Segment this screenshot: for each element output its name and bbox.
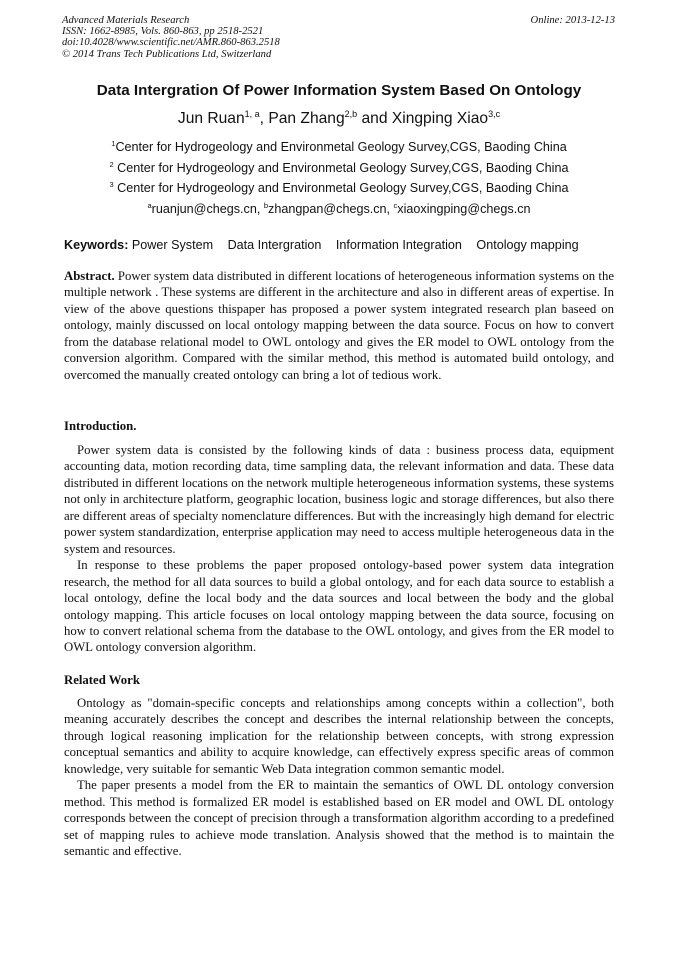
paragraph: The paper presents a model from the ER to maintain the semantics of OWL DL ontology conversion method. This method is formalized ER model is established based on ER model and OWL DL ontology corresponds between the concept of precision through a transformation algorithm according to a predefined set of mapping rules to achieve mode translation. Analysis showed that the method is to maintain the semantic and effective. — [64, 778, 614, 859]
email-marker: b — [263, 200, 269, 210]
affiliation-line — [0, 137, 678, 158]
author-affil-marker: 2,b — [344, 109, 358, 119]
affiliation-marker: 1 — [111, 139, 116, 148]
email-marker: a — [147, 200, 152, 210]
paragraph: Ontology as "domain-specific concepts and relationships among concepts within a collection", both meaning accurately describes the concept and describes the internal relationship between the concepts, through logical reasoning implication for the relationship between concepts, with strong expression conceptual semantics and ability to acquire knowledge, can effectively express specific areas of common knowledge, very suitable for semantic Web Data integration common semantic model. — [64, 696, 614, 776]
abstract-label: Abstract. — [64, 269, 115, 283]
copyright-line: © 2014 Trans Tech Publications Ltd, Switzerland — [62, 48, 272, 60]
online-date: Online: 2013-12-13 — [530, 15, 615, 26]
email-link[interactable]: zhangpan@chegs.cn, — [268, 201, 394, 216]
affiliation-text: Center for Hydrogeology and Environmetal Geology Survey,CGS, Baoding China — [113, 160, 569, 175]
author-name: Xingping Xiao — [391, 110, 489, 127]
affiliations — [0, 137, 678, 219]
affiliation-text: Center for Hydrogeology and Environmetal Geology Survey,CGS, Baoding China — [115, 140, 567, 154]
keyword: Power System — [131, 238, 214, 252]
keywords-line — [64, 238, 590, 252]
author-affil-marker: 3,c — [488, 109, 501, 119]
author-name: Jun Ruan — [177, 110, 245, 127]
keyword: Data Intergration — [227, 238, 322, 252]
abstract-text: Power system data distributed in different locations of heterogeneous information systems on the multiple network . These systems are different in the architecture and also in different areas of expertise. In view of the above questions thispaper has proposed a power system integrated research plan baseed on ontology, mainly discussed on local ontology mapping between the data source. Focus on how to convert from the database relational model to OWL ontology and gives the ER model to OWL ontology from the conversion algorithm. Compared with the similar method, this method is automated build ontology, and overcomed the manually created ontology can bring a lot of tedious work. — [64, 269, 614, 382]
affiliation-line — [0, 178, 678, 199]
keyword: Ontology mapping — [476, 238, 579, 252]
email-line — [0, 199, 678, 220]
email-link[interactable]: xiaoxingping@chegs.cn — [397, 201, 531, 216]
email-link[interactable]: ruanjun@chegs.cn, — [151, 201, 264, 216]
author-affil-marker: 1, a — [244, 109, 260, 119]
author-separator: , — [259, 110, 269, 127]
author-separator: and — [357, 110, 392, 127]
section-heading-introduction: Introduction. — [64, 419, 137, 433]
abstract — [64, 268, 614, 383]
keywords-label: Keywords: — [64, 238, 129, 252]
keyword: Information Integration — [335, 238, 462, 252]
affiliation-text: Center for Hydrogeology and Environmetal Geology Survey,CGS, Baoding China — [113, 181, 569, 195]
email-marker: c — [393, 200, 398, 210]
affiliation-marker: 3 — [109, 180, 114, 189]
section-heading-related-work: Related Work — [64, 673, 140, 687]
doi-line: doi:10.4028/www.scientific.net/AMR.860-863.2518 — [62, 37, 280, 49]
journal-name: Advanced Materials Research — [62, 15, 190, 26]
paper-title: Data Intergration Of Power Information System Based On Ontology — [96, 82, 582, 99]
paragraph: Power system data is consisted by the following kinds of data : business process data, equipment accounting data, motion recording data, time sampling data, the relevant information and data. These data distributed in different locations on the network multiple heterogeneous information systems, these systems not only in architecture platform, geographic location, business logic and storage differences, but also there are different areas of specialty nomenclature differences. But with the increasingly high demand for electric power system standardization, enterprise application may need to access multiple heterogeneous data in the system and resources. — [64, 443, 614, 556]
affiliation-marker: 2 — [109, 159, 114, 169]
paragraph: In response to these problems the paper proposed ontology-based power system data integration research, the method for all data sources to build a global ontology, and for each data source to establish a local ontology, define the local body and the data sources and local between the body and the global ontology mapping. This article focuses on local ontology mapping between the data source, focusing on how to convert relational schema from the database to the OWL ontology, and gives from the ER model to OWL ontology conversion algorithm. — [64, 558, 614, 655]
related-work-body — [64, 695, 614, 860]
journal-header — [62, 15, 280, 60]
introduction-body — [64, 442, 614, 656]
author-list — [0, 110, 678, 128]
author-name: Pan Zhang — [268, 110, 345, 127]
affiliation-line — [0, 158, 678, 179]
issn-line: ISSN: 1662-8985, Vols. 860-863, pp 2518-2521 — [62, 26, 264, 38]
